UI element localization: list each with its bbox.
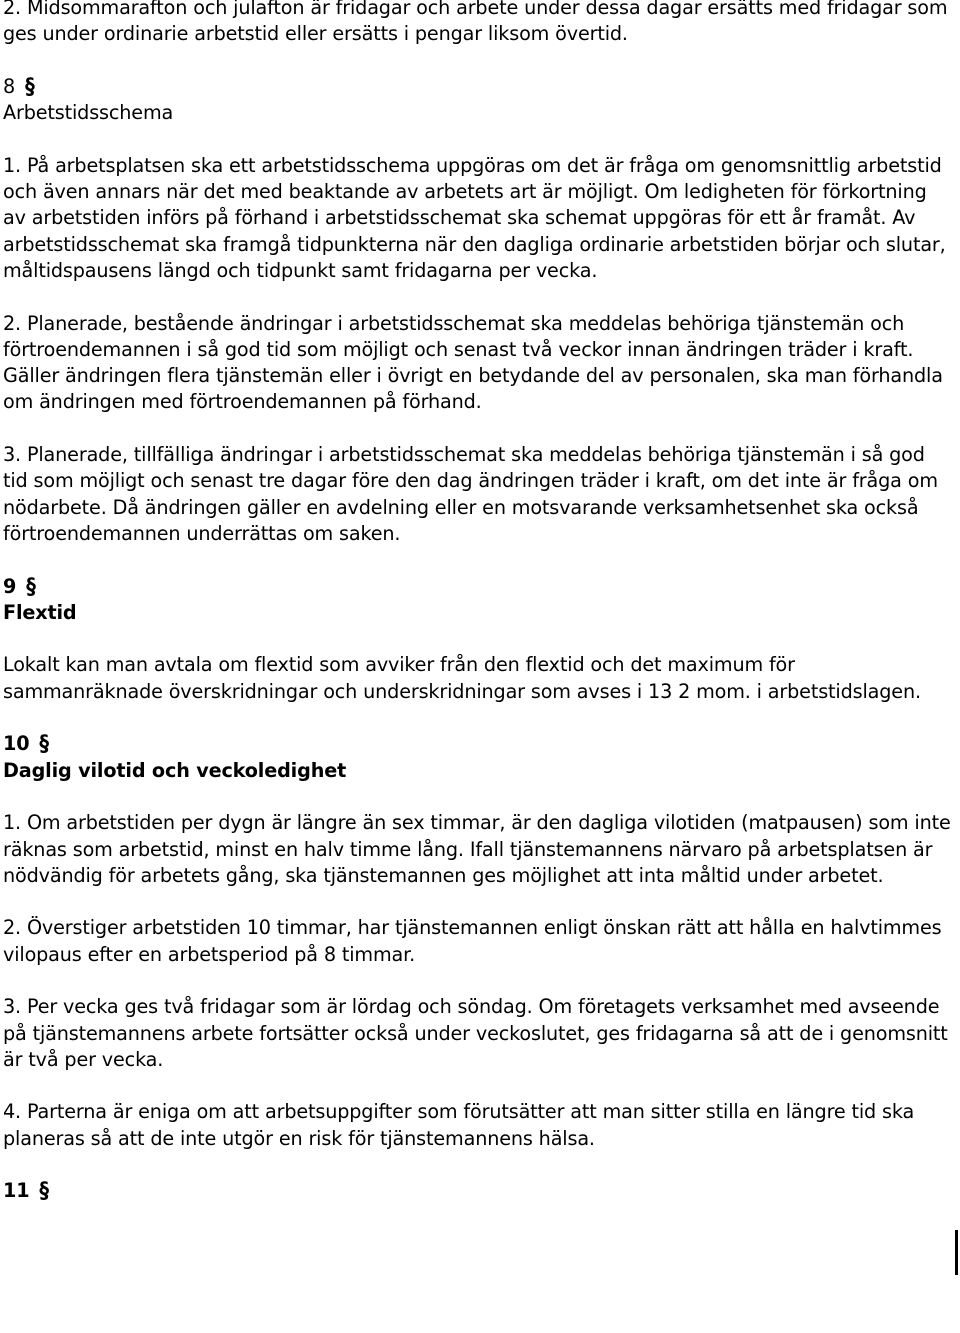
section-8-paragraph-3: 3. Planerade, tillfälliga ändringar i arbetstidsschemat ska meddelas behöriga tjänstemän i så god tid som möjligt och senast tre dagar före den dag ändringen träder i kraft, om det inte är fråga om nödarbete. Då ändringen gäller en avdelning eller en motsvarande verksamhetsenhet ska också förtroendemannen underrättas om saken. [3, 443, 938, 545]
section-symbol-icon: § [25, 73, 35, 100]
section-11-number-line [3, 1178, 953, 1204]
section-10-number-line [3, 731, 953, 757]
section-9-heading [3, 574, 953, 627]
section-10-paragraph-3: 3. Per vecka ges två fridagar som är lördag och söndag. Om företagets verksamhet med avseende på tjänstemannens arbete fortsätter också under veckoslutet, ges fridagarna så att de i genomsnitt är två per vecka. [3, 995, 948, 1071]
section-9-number: 9 [3, 574, 17, 598]
section-9-number-line [3, 574, 953, 600]
section-10-paragraph-2: 2. Överstiger arbetstiden 10 timmar, har tjänstemannen enligt önskan rätt att hålla en halvtimmes vilopaus efter en arbetsperiod på 8 timmar. [3, 916, 942, 966]
page-edge-mark [955, 1230, 958, 1275]
section-11-heading [3, 1178, 953, 1204]
section-8-paragraph-1: 1. På arbetsplatsen ska ett arbetstidsschema uppgöras om det är fråga om genomsnittlig arbetstid och även annars när det med beaktande av arbetets art är möjligt. Om ledigheten för förkortning av arbetstiden införs på förhand i arbetstidsschemat ska schemat uppgöras för ett år framåt. Av arbetstidsschemat ska framgå tidpunkterna när den dagliga ordinarie arbetstiden börjar och slutar, måltidspausens längd och tidpunkt samt fridagarna per vecka. [3, 153, 946, 282]
section-10-number: 10 [3, 732, 30, 756]
section-10-paragraph-1: 1. Om arbetstiden per dygn är längre än sex timmar, är den dagliga vilotiden (matpausen) som inte räknas som arbetstid, minst en halv timme lång. Ifall tjänstemannens närvaro på arbetsplatsen är nödvändig för arbetets gång, ska tjänstemannen ges möjlighet att inta måltid under arbetet. [3, 811, 951, 887]
section-symbol-icon: § [26, 572, 36, 600]
section-11-number: 11 [3, 1179, 30, 1203]
section-symbol-icon: § [39, 730, 49, 757]
section-10-title: Daglig vilotid och veckoledighet [3, 758, 347, 782]
section-8-paragraph-2: 2. Planerade, bestående ändringar i arbetstidsschemat ska meddelas behöriga tjänstemän och förtroendemannen i så god tid som möjligt och senast två veckor innan ändringen träder i kraft. Gäller ändringen flera tjänstemän eller i övrigt en betydande del av personalen, ska man förhandla om ändringen med förtroendemannen på förhand. [3, 311, 943, 414]
section-8-number-line [3, 74, 953, 100]
section-symbol-icon: § [39, 1177, 49, 1204]
document-page [3, 0, 953, 1231]
section-8-number: 8 [3, 74, 16, 98]
section-8-title: Arbetstidsschema [3, 101, 174, 125]
section-10-paragraph-4: 4. Parterna är eniga om att arbetsuppgifter som förutsätter att man sitter stilla en längre tid ska planeras så att de inte utgör en risk för tjänstemannens hälsa. [3, 1100, 915, 1150]
section-10-heading [3, 731, 953, 784]
section-9-paragraph-1: Lokalt kan man avtala om flextid som avviker från den flextid och det maximum för sammanräknade överskridningar och underskridningar som avses i 13 2 mom. i arbetstidslagen. [3, 653, 921, 703]
section-9-title: Flextid [3, 600, 77, 624]
section-8-heading [3, 74, 953, 127]
paragraph-midsommar: 2. Midsommarafton och julafton är fridagar och arbete under dessa dagar ersätts med fridagar som ges under ordinarie arbetstid eller ersätts i pengar liksom övertid. [3, 0, 948, 46]
